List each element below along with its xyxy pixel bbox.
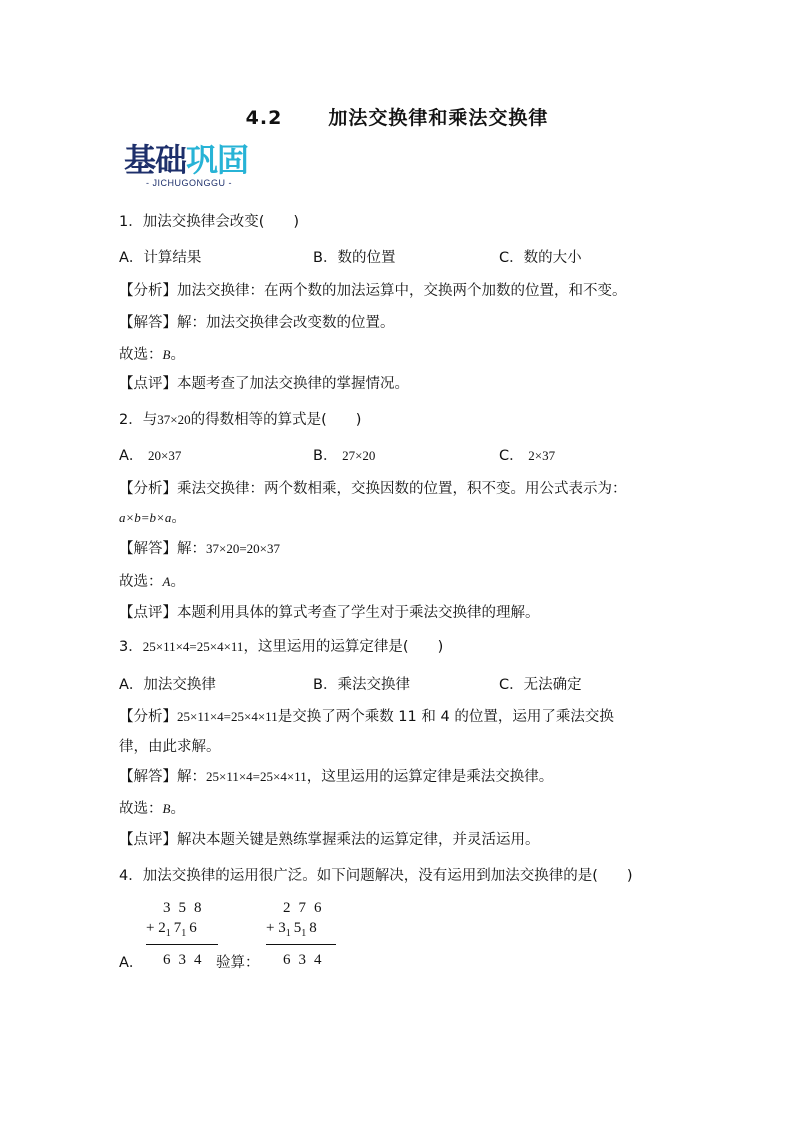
q3-stem: 3．25×11×4=25×4×11，这里运用的运算定律是( ) <box>119 639 444 655</box>
calc1-top: 358 <box>163 900 210 916</box>
q2-stem: 2．与37×20的得数相等的算式是( ) <box>119 412 362 428</box>
q3-analysis-cont: 律，由此求解。 <box>119 739 221 755</box>
page-title <box>0 103 794 130</box>
q1-option-b: B．数的位置 <box>313 250 396 266</box>
q3-comment: 【点评】解决本题关键是熟练掌握乘法的运算定律，并灵活运用。 <box>119 832 540 848</box>
q2-answer: 【解答】解：37×20=20×37 <box>119 541 280 557</box>
calc2-rule <box>266 944 336 945</box>
basic-consolidation-banner <box>124 142 266 192</box>
q4-check-label: 验算： <box>216 955 260 971</box>
calc1-addend: + $2_1$ $7_1$ 6 <box>146 920 197 939</box>
q1-analysis: 【分析】加法交换律：在两个数的加法运算中，交换两个加数的位置，和不变。 <box>119 283 627 299</box>
q2-option-a: A． 20×37 <box>119 448 182 464</box>
q2-option-c: C． 2×37 <box>499 448 556 464</box>
q3-option-c: C．无法确定 <box>499 677 582 693</box>
q2-formula: a×b=b×a。 <box>119 510 186 526</box>
banner-main-b: 巩固 <box>186 141 249 179</box>
section-title: 加法交换律和乘法交换律 <box>328 107 549 129</box>
q1-choice: 故选：B。 <box>119 347 185 363</box>
section-number: 4.2 <box>245 107 283 129</box>
calc1-result: 634 <box>163 952 210 968</box>
q2-analysis: 【分析】乘法交换律：两个数相乘，交换因数的位置，积不变。用公式表示为： <box>119 481 627 497</box>
q3-choice: 故选：B。 <box>119 801 185 817</box>
calc2-result: 634 <box>283 952 330 968</box>
q4-option-a-label: A． <box>119 955 144 971</box>
q1-choice-letter: B <box>162 347 171 362</box>
banner-main-a: 基础 <box>124 141 187 179</box>
q3-option-a: A．加法交换律 <box>119 677 216 693</box>
q1-stem: 1．加法交换律会改变( ) <box>119 214 300 230</box>
q4-addition-calc <box>146 900 226 974</box>
calc2-addend: + $3_1$ $5_1$ 8 <box>266 920 317 939</box>
q3-option-b: B．乘法交换律 <box>313 677 410 693</box>
q2-comment: 【点评】本题利用具体的算式考查了学生对于乘法交换律的理解。 <box>119 605 540 621</box>
calc1-rule <box>146 944 218 945</box>
banner-subtitle: - JICHUGONGGU - <box>146 178 232 188</box>
q3-analysis: 【分析】25×11×4=25×4×11是交换了两个乘数 11 和 4 的位置，运用了乘法交换 <box>119 709 614 725</box>
calc2-top: 276 <box>283 900 330 916</box>
q2-choice: 故选：A。 <box>119 574 185 590</box>
q2-option-b: B． 27×20 <box>313 448 376 464</box>
q3-answer: 【解答】解：25×11×4=25×4×11，这里运用的运算定律是乘法交换律。 <box>119 769 554 785</box>
q4-check-calc <box>266 900 346 974</box>
q1-comment: 【点评】本题考查了加法交换律的掌握情况。 <box>119 376 409 392</box>
q1-answer: 【解答】解：加法交换律会改变数的位置。 <box>119 315 395 331</box>
q1-option-a: A．计算结果 <box>119 250 202 266</box>
q1-option-c: C．数的大小 <box>499 250 582 266</box>
q4-stem: 4．加法交换律的运用很广泛。如下问题解决，没有运用到加法交换律的是( ) <box>119 868 633 884</box>
